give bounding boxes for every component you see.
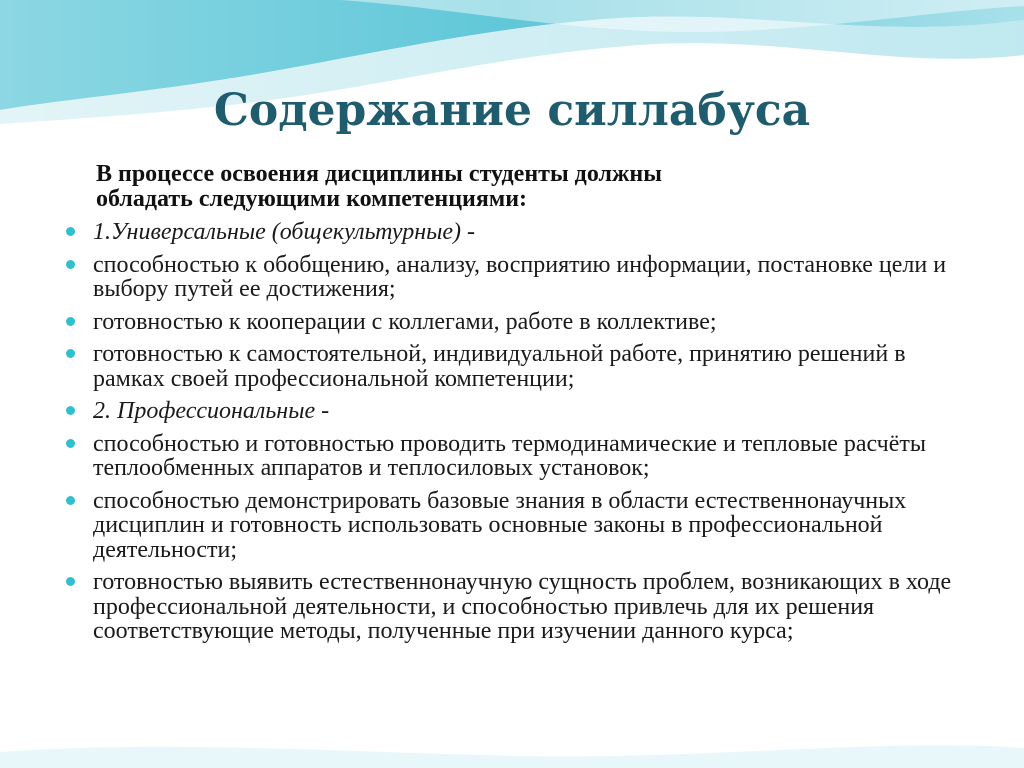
list-item [64,342,954,391]
bullet-dot-icon [66,260,75,269]
list-item [64,432,954,481]
bullet-dot-icon [66,577,75,586]
list-item [64,399,954,424]
wave-bottom [0,745,1024,768]
list-item [64,489,954,563]
intro-text [96,162,896,212]
list-item-text: способностью к обобщению, анализу, восприятию информации, постановке цели и выбору путей ее достижения; [93,251,947,302]
list-item [64,310,954,335]
bullet-dot-icon [66,406,75,415]
list-item [64,220,954,245]
competency-list [64,220,954,652]
list-item-text: готовностью к кооперации с коллегами, работе в коллективе; [93,308,717,335]
intro-line-2: обладать следующими компетенциями: [96,186,528,212]
bullet-dot-icon [66,227,75,236]
list-item-text: 2. Профессиональные - [93,398,330,424]
list-item [64,570,954,644]
bullet-dot-icon [66,439,75,448]
bullet-dot-icon [66,496,75,505]
bullet-dot-icon [66,317,75,326]
page-title: Содержание силлабуса [213,85,811,136]
list-item-text: 1.Универсальные (общекультурные) - [93,219,476,245]
list-item-text: способностью демонстрировать базовые знания в области естественнонаучных дисциплин и готовность использовать основные законы в профессиональной деятельности; [93,487,907,563]
list-item-text: готовностью выявить естественнонаучную сущность проблем, возникающих в ходе профессиональной деятельности, и способностью привлечь для их решения соответствующие методы, полученные при изучении данного курса; [93,569,952,644]
list-item-text: способностью и готовностью проводить термодинамические и тепловые расчёты теплообменных аппаратов и теплосиловых установок; [93,430,927,481]
bullet-dot-icon [66,349,75,358]
list-item [64,253,954,302]
list-item-text: готовностью к самостоятельной, индивидуальной работе, принятию решений в рамках своей профессиональной компетенции; [93,341,906,392]
intro-line-1: В процессе освоения дисциплины студенты должны [96,161,662,187]
